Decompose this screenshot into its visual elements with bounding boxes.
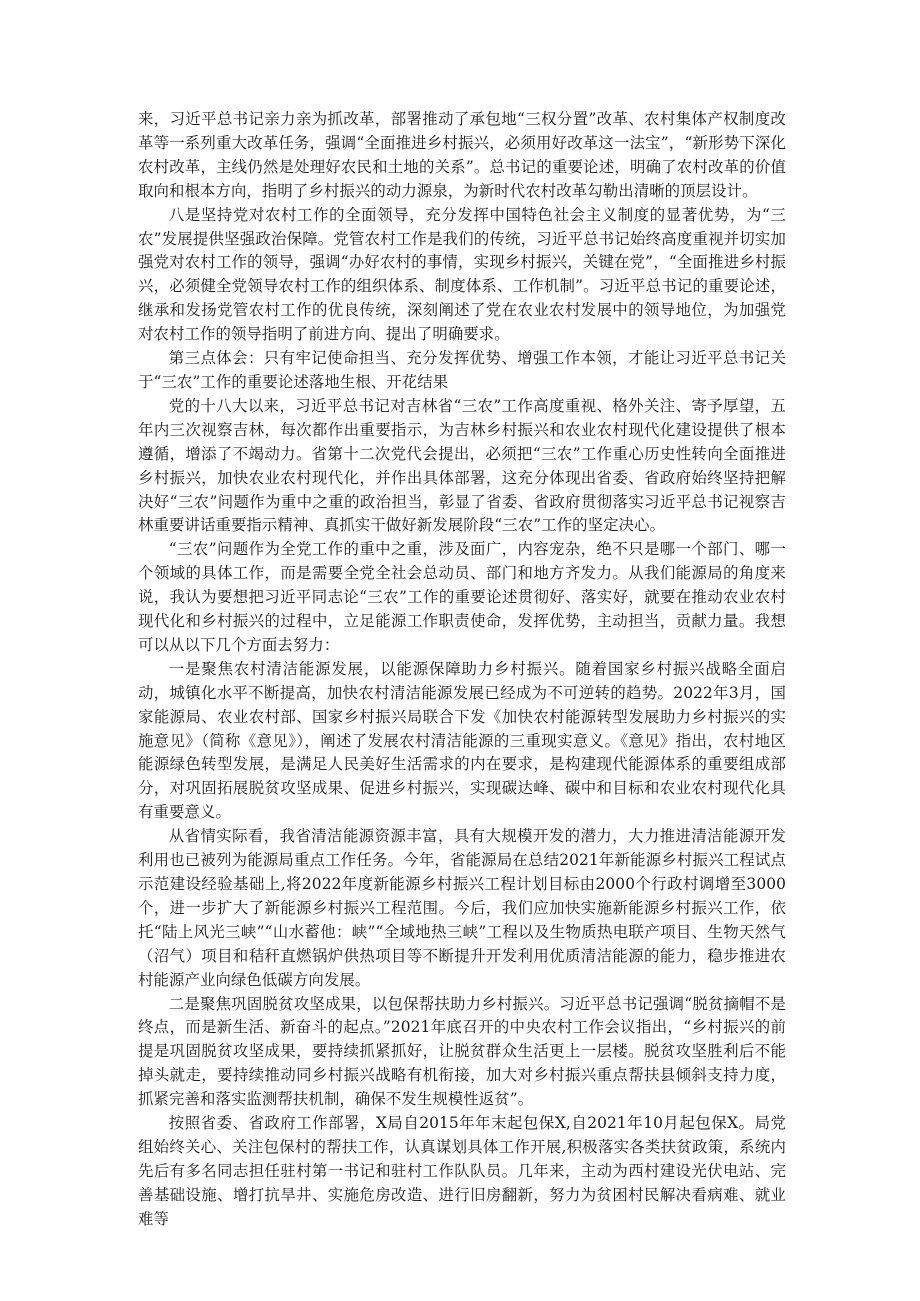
section-heading-third-insight: 第三点体会：只有牢记使命担当、充分发挥优势、增强工作本领，才能让习近平总书记关于“三农”工作的重要论述落地生根、开花结果	[138, 349, 786, 391]
paragraph-poverty-consolidation: 二是聚焦巩固脱贫攻坚成果，以包保帮扶助力乡村振兴。习近平总书记强调“脱贫摘帽不是终点，而是新生活、新奋斗的起点。”2021年底召开的中央农村工作会议指出，“乡村振兴的前提是巩固脱贫攻坚成果，要持续抓紧抓好，让脱贫群众生活更上一层楼。脱贫攻坚胜利后不能掉头就走，要持续推动同乡村振兴战略有机衔接，加大对乡村振兴重点帮扶县倾斜支持力度，抓紧完善和落实监测帮扶机制，确保不发生规模性返贫”。	[138, 994, 786, 1109]
paragraph-reform-continued: 来，习近平总书记亲力亲为抓改革，部署推动了承包地“三权分置”改革、农村集体产权制度改革等一系列重大改革任务，强调“全面推进乡村振兴，必须用好改革这一法宝”，“新形势下深化农村改革，主线仍然是处理好农民和土地的关系”。总书记的重要论述，明确了农村改革的价值取向和根本方向，指明了乡村振兴的动力源泉，为新时代农村改革勾勒出清晰的顶层设计。	[138, 110, 786, 200]
paragraph-clean-energy: 一是聚焦农村清洁能源发展，以能源保障助力乡村振兴。随着国家乡村振兴战略全面启动，城镇化水平不断提高，加快农村清洁能源发展已经成为不可逆转的趋势。2022年3月，国家能源局、农业农村部、国家乡村振兴局联合下发《加快农村能源转型发展助力乡村振兴的实施意见》（简称《意见》），阐述了发展农村清洁能源的三重现实意义。《意见》指出，农村地区能源绿色转型发展，是满足人民美好生活需求的内在要求，是构建现代能源体系的重要组成部分，对巩固拓展脱贫攻坚成果、促进乡村振兴，实现碳达峰、碳中和目标和农业农村现代化具有重要意义。	[138, 659, 786, 822]
paragraph-energy-bureau-role: “三农”问题作为全党工作的重中之重，涉及面广，内容宠杂，绝不只是哪一个部门、哪一个领域的具体工作，而是需要全党全社会总动员、部门和地方齐发力。从我们能源局的角度来说，我认为要想把习近平同志论“三农”工作的重要论述贯彻好、落实好，就要在推动农业农村现代化和乡村振兴的过程中，立足能源工作职责使命，发挥优势，主动担当，贡献力量。我想可以从以下几个方面去努力：	[138, 540, 786, 654]
paragraph-assistance-work: 按照省委、省政府工作部署，X局自2015年年末起包保X,自2021年10月起包保X。局党组始终关心、关注包保村的帮扶工作，认真谋划具体工作开展,积极落实各类扶贫政策，系统内先后有多名同志担任驻村第一书记和驻村工作队队员。几年来，主动为西村建设光伏电站、完善基础设施、增打抗旱井、实施危房改造、进行旧房翻新，努力为贫困村民解决看病难、就业难等	[138, 1114, 786, 1228]
paragraph-provincial-situation: 从省情实际看，我省清洁能源资源丰富，具有大规模开发的潜力，大力推进清洁能源开发利用也已被列为能源局重点工作任务。今年，省能源局在总结2021年新能源乡村振兴工程试点示范建设经验基础上,将2022年度新能源乡村振兴工程计划目标由2000个行政村调增至3000个，进一步扩大了新能源乡村振兴工程范围。今后，我们应加快实施新能源乡村振兴工作，依托“陆上风光三峡”“山水蓄他：峡”“全域地热三峡”工程以及生物质热电联产项目、生物天然气（沼气）项目和秸秆直燃锅炉供热项目等不断提升开发利用优质清洁能源的能力，稳步推进农村能源产业向绿色低碳方向发展。	[138, 827, 786, 989]
document-page	[138, 108, 786, 1232]
paragraph-jilin-sannong: 党的十八大以来，习近平总书记对吉林省“三农”工作高度重视、格外关注、寄予厚望，五年内三次视察吉林，每次都作出重要指示，为吉林乡村振兴和农业农村现代化建设提供了根本遵循，增添了不竭动力。省第十二次党代会提出，必须把“三农”工作重心历史性转向全面推进乡村振兴，加快农业农村现代化，并作出具体部署，这充分体现出省委、省政府始终坚持把解决好“三农”问题作为重中之重的政治担当，彰显了省委、省政府贯彻落实习近平总书记视察吉林重要讲话重要指示精神、真抓实干做好新发展阶段“三农”工作的坚定决心。	[138, 396, 786, 535]
paragraph-party-leadership: 八是坚持党对农村工作的全面领导，充分发挥中国特色社会主义制度的显著优势，为“三农”发展提供坚强政治保障。党管农村工作是我们的传统，习近平总书记始终高度重视并切实加强党对农村工作的领导，强调“办好农村的事情，实现乡村振兴，关键在党”，“全面推进乡村振兴，必须健全党领导农村工作的组织体系、制度体系、工作机制”。习近平总书记的重要论述，继承和发扬党管农村工作的优良传统，深刻阐述了党在农业农村发展中的领导地位，为加强党对农村工作的领导指明了前进方向、提出了明确要求。	[138, 205, 786, 344]
